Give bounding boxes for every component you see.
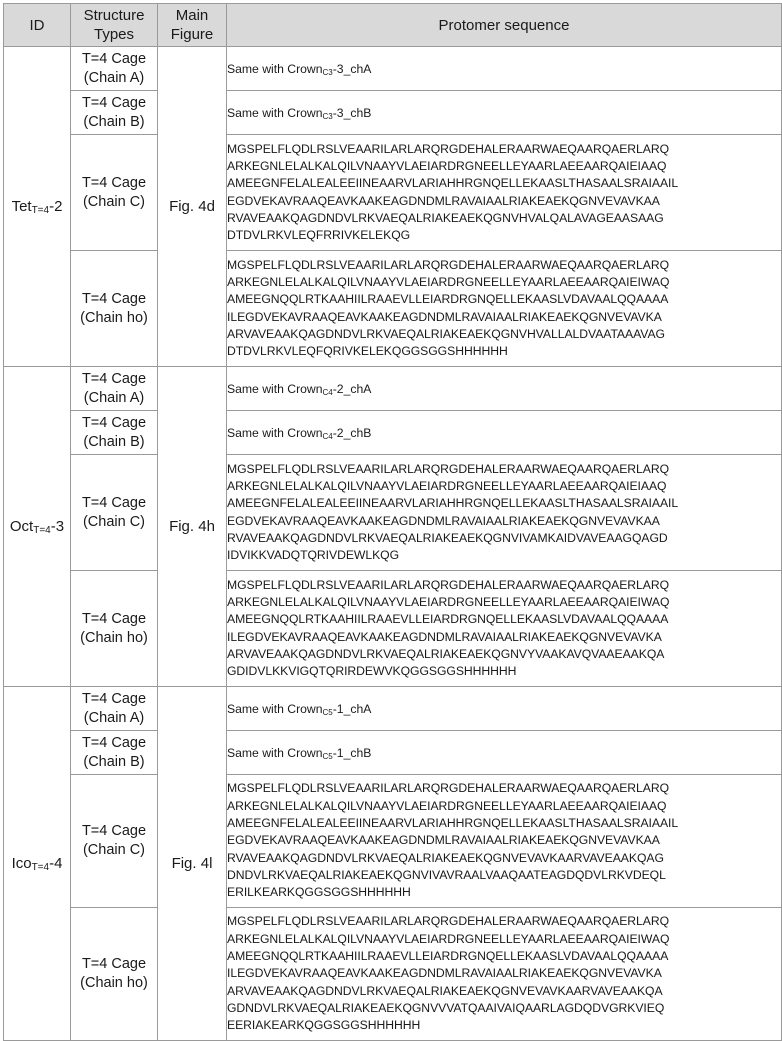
sequence-line: ARKEGNLELALKALQILVNAAYVLAEIARDRGNEELLEYAARLAEEAARQAIEIAAQ [227, 478, 667, 493]
main-figure-cell: Fig. 4l [158, 687, 227, 1041]
sequence-line: GDIDVLKKVIGQTQRIRDEWVKQGGSGGSHHHHHH [227, 664, 517, 679]
cage-id-main: Oct [9, 518, 34, 535]
cage-id-suffix: -2 [49, 198, 63, 215]
cage-id-suffix: -4 [49, 855, 63, 872]
structure-type-line1: T=4 Cage [81, 94, 147, 111]
structure-type-cell [71, 251, 158, 367]
header-protomer-sequence: Protomer sequence [227, 4, 782, 47]
structure-type-cell [71, 91, 158, 135]
cage-id-main: Tet [11, 198, 32, 215]
sequence-line: MGSPELFLQDLRSLVEAARILARLARQRGDEHALERAARWAEQAARQAERLARQ [227, 461, 670, 476]
protomer-sequence-cell [227, 571, 782, 687]
structure-type-line2: (Chain B) [83, 433, 145, 450]
same-with-reference-cell [227, 47, 782, 91]
table-row [4, 571, 782, 687]
structure-type-line1: T=4 Cage [81, 290, 147, 307]
structure-type-cell [71, 455, 158, 571]
table-row [4, 91, 782, 135]
structure-type-line2: (Chain B) [83, 753, 145, 770]
structure-type-line2: (Chain ho) [80, 629, 148, 646]
cage-id-cell [4, 687, 71, 1041]
same-with-suffix: -1_chA [332, 701, 372, 716]
structure-type-cell [71, 367, 158, 411]
sequence-line: ARVAVEAAKQAGDNDVLRKVAEQALRIAKEAEKQGNVHVALLALDVAATAAAVAG [227, 326, 665, 341]
sequence-line: ARKEGNLELALKALQILVNAAYVLAEIARDRGNEELLEYAARLAEEAARQAIEIAAQ [227, 798, 667, 813]
structure-type-line1: T=4 Cage [81, 494, 147, 511]
structure-type-line1: T=4 Cage [81, 610, 147, 627]
same-with-suffix: -2_chA [332, 381, 372, 396]
sequence-line: DNDVLRKVAEQALRIAKEAEKQGNVIVAVRAALVAAQAATEAGDQDVLRKVDEQL [227, 867, 666, 882]
sequence-line: ARKEGNLELALKALQILVNAAYVLAEIARDRGNEELLEYAARLAEEAARQAIEIWAQ [227, 274, 670, 289]
same-with-reference-cell [227, 731, 782, 775]
header-main-figure-line2: Figure [170, 26, 214, 43]
sequence-line: AMEEGNFELALEALEEIINEAARVLARIAHHRGNQELLEKAASLTHASAALSRAIAAIL [227, 176, 679, 191]
table-row [4, 775, 782, 908]
sequence-line: ILEGDVEKAVRAAQEAVKAAKEAGDNDMLRAVAIAALRIAKEAEKQGNVEVAVKA [227, 629, 662, 644]
sequence-line: EGDVEKAVRAAQEAVKAAKEAGDNDMLRAVAIAALRIAKEAEKQGNVEVAVKAA [227, 513, 660, 528]
structure-type-cell [71, 687, 158, 731]
sequence-line: ARKEGNLELALKALQILVNAAYVLAEIARDRGNEELLEYAARLAEEAARQAIEIWAQ [227, 931, 670, 946]
structure-type-line2: (Chain B) [83, 113, 145, 130]
sequence-line: EGDVEKAVRAAQEAVKAAKEAGDNDMLRAVAIAALRIAKEAEKQGNVEVAVKAA [227, 193, 660, 208]
sequence-line: IDVIKKVADQTQRIVDEWLKQG [227, 548, 400, 563]
table-row [4, 908, 782, 1041]
sequence-line: RVAVEAAKQAGDNDVLRKVAEQALRIAKEAEKQGNVHVALQALAVAGEAASAAG [227, 210, 664, 225]
sequence-line: ILEGDVEKAVRAAQEAVKAAKEAGDNDMLRAVAIAALRIAKEAEKQGNVEVAVKA [227, 966, 662, 981]
sequence-line: ILEGDVEKAVRAAQEAVKAAKEAGDNDMLRAVAIAALRIAKEAEKQGNVEVAVKA [227, 309, 662, 324]
sequence-line: AMEEGNQQLRTKAAHIILRAAEVLLEIARDRGNQELLEKAASLVDAVAALQQAAAA [227, 292, 669, 307]
same-with-reference-cell [227, 411, 782, 455]
sequence-line: MGSPELFLQDLRSLVEAARILARLARQRGDEHALERAARWAEQAARQAERLARQ [227, 914, 670, 929]
header-main-figure-line1: Main [175, 7, 209, 24]
structure-type-cell [71, 135, 158, 251]
sequence-line: GDNDVLRKVAEQALRIAKEAEKQGNVVVATQAAIVAIQAARLAGDQDVGRKVIEQ [227, 1000, 665, 1015]
same-with-prefix: Same with Crown [227, 105, 323, 120]
structure-type-cell [71, 908, 158, 1041]
header-structure-types-line1: Structure [83, 7, 145, 24]
header-main-figure [158, 4, 227, 47]
sequence-line: EERIAKEARKQGGSGGSHHHHHH [227, 1018, 421, 1033]
table-row [4, 135, 782, 251]
structure-type-line1: T=4 Cage [81, 50, 147, 67]
same-with-subscript: C3 [322, 111, 333, 121]
structure-type-line1: T=4 Cage [81, 174, 147, 191]
protomer-sequence-cell [227, 251, 782, 367]
sequence-line: MGSPELFLQDLRSLVEAARILARLARQRGDEHALERAARWAEQAARQAERLARQ [227, 781, 670, 796]
table-row [4, 47, 782, 91]
structure-type-cell [71, 731, 158, 775]
same-with-subscript: C3 [322, 67, 333, 77]
table-row [4, 411, 782, 455]
structure-type-cell [71, 411, 158, 455]
same-with-suffix: -2_chB [332, 425, 372, 440]
header-structure-types [71, 4, 158, 47]
cage-id-cell [4, 47, 71, 367]
protomer-sequence-cell [227, 775, 782, 908]
sequence-line: DTDVLRKVLEQFQRIVKELEKQGGSGGSHHHHHH [227, 344, 508, 359]
sequence-line: MGSPELFLQDLRSLVEAARILARLARQRGDEHALERAARWAEQAARQAERLARQ [227, 141, 670, 156]
sequence-line: ARVAVEAAKQAGDNDVLRKVAEQALRIAKEAEKQGNVEVAVKAARVAVEAAKQA [227, 983, 663, 998]
table-row [4, 455, 782, 571]
structure-type-line2: (Chain A) [83, 389, 145, 406]
main-figure-cell: Fig. 4h [158, 367, 227, 687]
sequence-line: EGDVEKAVRAAQEAVKAAKEAGDNDMLRAVAIAALRIAKEAEKQGNVEVAVKAA [227, 833, 660, 848]
same-with-reference-cell [227, 91, 782, 135]
structure-type-line2: (Chain ho) [80, 975, 148, 991]
same-with-suffix: -3_chA [332, 61, 372, 76]
protomer-sequence-cell [227, 135, 782, 251]
same-with-suffix: -1_chB [332, 745, 372, 760]
cage-id-subscript: T=4 [31, 862, 50, 873]
main-figure-cell: Fig. 4d [158, 47, 227, 367]
protomer-sequence-table [3, 3, 782, 1041]
structure-type-cell [71, 775, 158, 908]
structure-type-line1: T=4 Cage [81, 734, 147, 751]
structure-type-line1: T=4 Cage [81, 370, 147, 387]
header-row [4, 4, 782, 47]
structure-type-line2: (Chain A) [83, 709, 145, 726]
same-with-subscript: C4 [322, 387, 333, 397]
header-structure-types-line2: Types [93, 26, 135, 43]
table-row [4, 251, 782, 367]
structure-type-line2: (Chain A) [83, 69, 145, 86]
table-row [4, 731, 782, 775]
structure-type-line2: (Chain ho) [80, 309, 148, 326]
structure-type-line1: T=4 Cage [81, 690, 147, 707]
table-body [4, 47, 782, 1041]
structure-type-cell [71, 571, 158, 687]
sequence-line: MGSPELFLQDLRSLVEAARILARLARQRGDEHALERAARWAEQAARQAERLARQ [227, 577, 670, 592]
same-with-prefix: Same with Crown [227, 745, 323, 760]
header-id: ID [4, 4, 71, 47]
cage-id-subscript: T=4 [31, 205, 50, 216]
structure-type-line1: T=4 Cage [81, 956, 147, 972]
protomer-sequence-cell [227, 455, 782, 571]
sequence-line: RVAVEAAKQAGDNDVLRKVAEQALRIAKEAEKQGNVEVAVKAARVAVEAAKQAG [227, 850, 664, 865]
sequence-line: DTDVLRKVLEQFRRIVKELEKQG [227, 228, 411, 243]
same-with-subscript: C5 [322, 751, 333, 761]
sequence-line: RVAVEAAKQAGDNDVLRKVAEQALRIAKEAEKQGNVIVAMKAIDVAVEAAGQAGD [227, 530, 668, 545]
sequence-line: ERILKEARKQGGSGGSHHHHHH [227, 885, 411, 900]
structure-type-line2: (Chain C) [82, 193, 146, 210]
same-with-reference-cell [227, 687, 782, 731]
sequence-line: MGSPELFLQDLRSLVEAARILARLARQRGDEHALERAARWAEQAARQAERLARQ [227, 257, 670, 272]
same-with-subscript: C5 [322, 707, 333, 717]
sequence-line: AMEEGNQQLRTKAAHIILRAAEVLLEIARDRGNQELLEKAASLVDAVAALQQAAAA [227, 612, 669, 627]
cage-id-subscript: T=4 [33, 525, 51, 536]
same-with-prefix: Same with Crown [227, 425, 323, 440]
same-with-reference-cell [227, 367, 782, 411]
sequence-line: ARVAVEAAKQAGDNDVLRKVAEQALRIAKEAEKQGNVYVAAKAVQVAAEAAKQA [227, 646, 665, 661]
cage-id-suffix: -3 [50, 518, 65, 535]
sequence-line: ARKEGNLELALKALQILVNAAYVLAEIARDRGNEELLEYAARLAEEAARQAIEIWAQ [227, 594, 670, 609]
protomer-sequence-cell [227, 908, 782, 1041]
sequence-line: ARKEGNLELALKALQILVNAAYVLAEIARDRGNEELLEYAARLAEEAARQAIEIAAQ [227, 158, 667, 173]
structure-type-cell [71, 47, 158, 91]
structure-type-line1: T=4 Cage [81, 414, 147, 431]
same-with-prefix: Same with Crown [227, 381, 323, 396]
cage-id-cell [4, 367, 71, 687]
same-with-prefix: Same with Crown [227, 61, 323, 76]
sequence-line: AMEEGNFELALEALEEIINEAARVLARIAHHRGNQELLEKAASLTHASAALSRAIAAIL [227, 816, 679, 831]
same-with-subscript: C4 [322, 431, 333, 441]
structure-type-line2: (Chain C) [82, 513, 146, 530]
structure-type-line1: T=4 Cage [81, 823, 147, 839]
table-row [4, 367, 782, 411]
table-row [4, 687, 782, 731]
cage-id-main: Ico [11, 855, 32, 872]
sequence-line: AMEEGNQQLRTKAAHIILRAAEVLLEIARDRGNQELLEKAASLVDAVAALQQAAAA [227, 949, 669, 964]
same-with-prefix: Same with Crown [227, 701, 323, 716]
structure-type-line2: (Chain C) [82, 842, 146, 858]
sequence-line: AMEEGNFELALEALEEIINEAARVLARIAHHRGNQELLEKAASLTHASAALSRAIAAIL [227, 496, 679, 511]
same-with-suffix: -3_chB [332, 105, 372, 120]
